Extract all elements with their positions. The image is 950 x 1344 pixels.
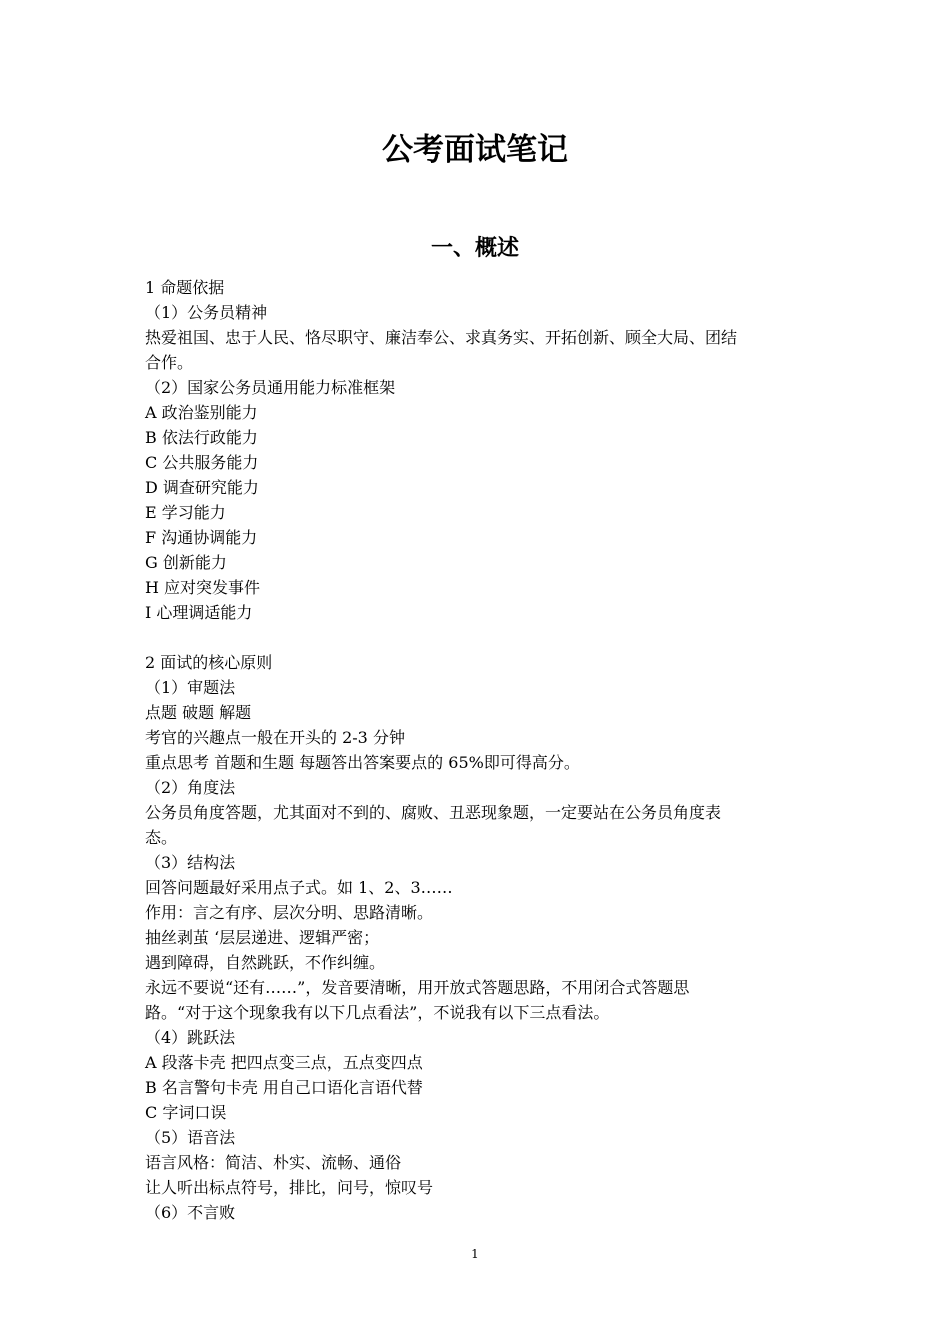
text-line: D 调查研究能力: [145, 478, 259, 497]
text-line: 作用：言之有序、层次分明、思路清晰。: [145, 903, 434, 922]
text-line: 重点思考 首题和生题 每题答出答案要点的 65%即可得高分。: [145, 753, 580, 772]
text-line: 让人听出标点符号，排比，问号，惊叹号: [145, 1178, 434, 1197]
body-text: [145, 275, 810, 1225]
page-number: 1: [471, 1247, 479, 1261]
text-line: （6）不言败: [145, 1203, 236, 1222]
text-line: （2）角度法: [145, 778, 236, 797]
text-line: C 字词口误: [145, 1103, 227, 1122]
text-line: I 心理调适能力: [145, 603, 253, 622]
page-title: 公考面试笔记: [382, 132, 568, 168]
text-line: 遇到障碍，自然跳跃，不作纠缠。: [145, 953, 386, 972]
text-line: （2）国家公务员通用能力标准框架: [145, 378, 396, 397]
text-line: （4）跳跃法: [145, 1028, 236, 1047]
text-line: （1）公务员精神: [145, 303, 268, 322]
text-line: 合作。: [145, 353, 194, 372]
text-line: E 学习能力: [145, 503, 226, 522]
text-line: H 应对突发事件: [145, 578, 261, 597]
text-line: 路。“对于这个现象我有以下几点看法”，不说我有以下三点看法。: [145, 1003, 610, 1022]
blank-line: [145, 625, 810, 650]
text-line: A 段落卡壳 把四点变三点，五点变四点: [145, 1053, 423, 1072]
text-line: （3）结构法: [145, 853, 236, 872]
text-line: 公务员角度答题，尤其面对不到的、腐败、丑恶现象题，一定要站在公务员角度表: [145, 803, 722, 822]
text-line: （5）语音法: [145, 1128, 236, 1147]
text-line: 2 面试的核心原则: [145, 653, 273, 672]
text-line: C 公共服务能力: [145, 453, 259, 472]
text-line: G 创新能力: [145, 553, 227, 572]
text-line: 1 命题依据: [145, 278, 225, 297]
text-line: 语言风格：简洁、朴实、流畅、通俗: [145, 1153, 402, 1172]
text-line: 抽丝剥茧 ‘层层递进、逻辑严密；: [145, 928, 380, 947]
text-line: 考官的兴趣点一般在开头的 2-3 分钟: [145, 728, 405, 747]
text-line: A 政治鉴别能力: [145, 403, 258, 422]
text-line: 永远不要说“还有……”，发音要清晰，用开放式答题思路，不用闭合式答题思: [145, 978, 690, 997]
text-line: 点题 破题 解题: [145, 703, 252, 722]
text-line: B 名言警句卡壳 用自己口语化言语代替: [145, 1078, 423, 1097]
text-line: 态。: [145, 828, 178, 847]
text-line: （1）审题法: [145, 678, 236, 697]
text-line: B 依法行政能力: [145, 428, 258, 447]
section-heading: 一、概述: [430, 236, 519, 261]
text-line: F 沟通协调能力: [145, 528, 258, 547]
text-line: 回答问题最好采用点子式。如 1、2、3……: [145, 878, 453, 897]
text-line: 热爱祖国、忠于人民、恪尽职守、廉洁奉公、求真务实、开拓创新、顾全大局、团结: [145, 328, 738, 347]
